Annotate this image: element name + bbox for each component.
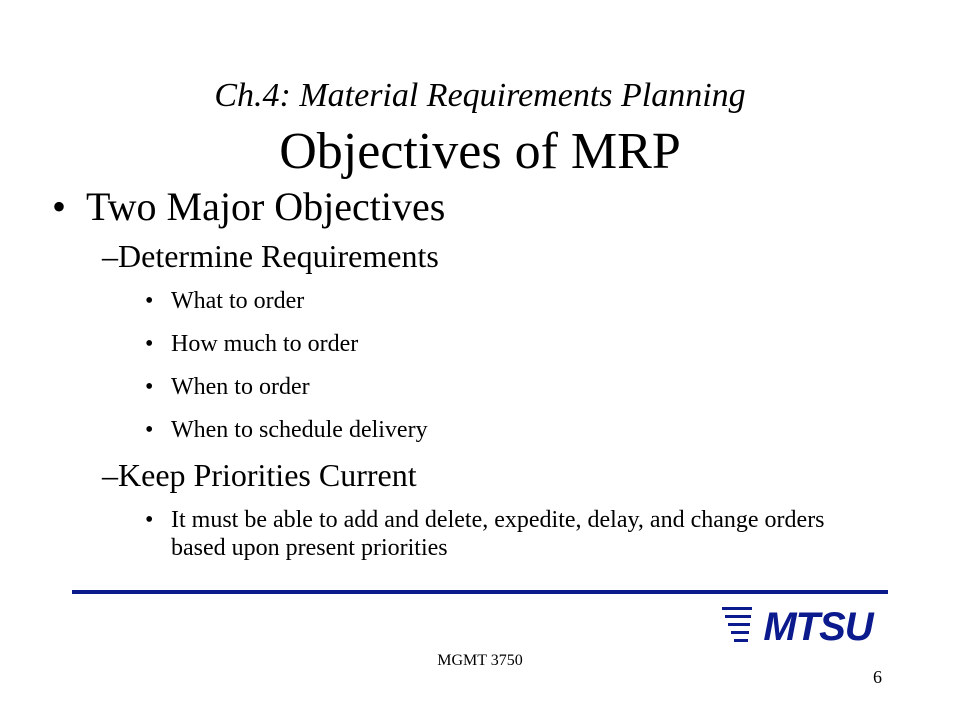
bullet-icon: •: [145, 288, 154, 314]
slide-title: Objectives of MRP: [279, 123, 681, 180]
list-item: [145, 416, 865, 444]
bullet-icon: •: [145, 417, 154, 443]
list-item: [145, 330, 865, 358]
section-determine-requirements: [102, 236, 439, 276]
bullet-icon: •: [52, 184, 67, 229]
list-item-text: It must be able to add and delete, expedite, delay, and change orders based upon present priorities: [171, 507, 825, 561]
slide-subtitle: Ch.4: Material Requirements Planning: [214, 77, 746, 114]
bullet-icon: •: [145, 374, 154, 400]
bullet-icon: •: [145, 331, 154, 357]
mtsu-logo: [722, 602, 888, 648]
dash-icon: –: [102, 238, 118, 274]
footer-divider: [72, 590, 888, 594]
footer-course: MGMT 3750: [437, 652, 523, 669]
list-item: [145, 373, 865, 401]
list-item-text: What to order: [171, 288, 305, 314]
section-keep-priorities-current: [102, 455, 417, 495]
dash-icon: –: [102, 457, 118, 493]
page-number: 6: [873, 667, 882, 687]
section-label: Keep Priorities Current: [118, 457, 417, 493]
list-item-text: How much to order: [171, 331, 359, 357]
main-bullet: [52, 182, 445, 232]
list-item-text: When to schedule delivery: [171, 417, 428, 443]
list-item-text: When to order: [171, 374, 310, 400]
main-bullet-text: Two Major Objectives: [86, 184, 446, 229]
list-item: [145, 287, 865, 315]
bullet-icon: •: [145, 507, 154, 533]
list-item: [145, 506, 865, 562]
logo-text: MTSU: [763, 605, 873, 648]
section-label: Determine Requirements: [118, 238, 439, 274]
